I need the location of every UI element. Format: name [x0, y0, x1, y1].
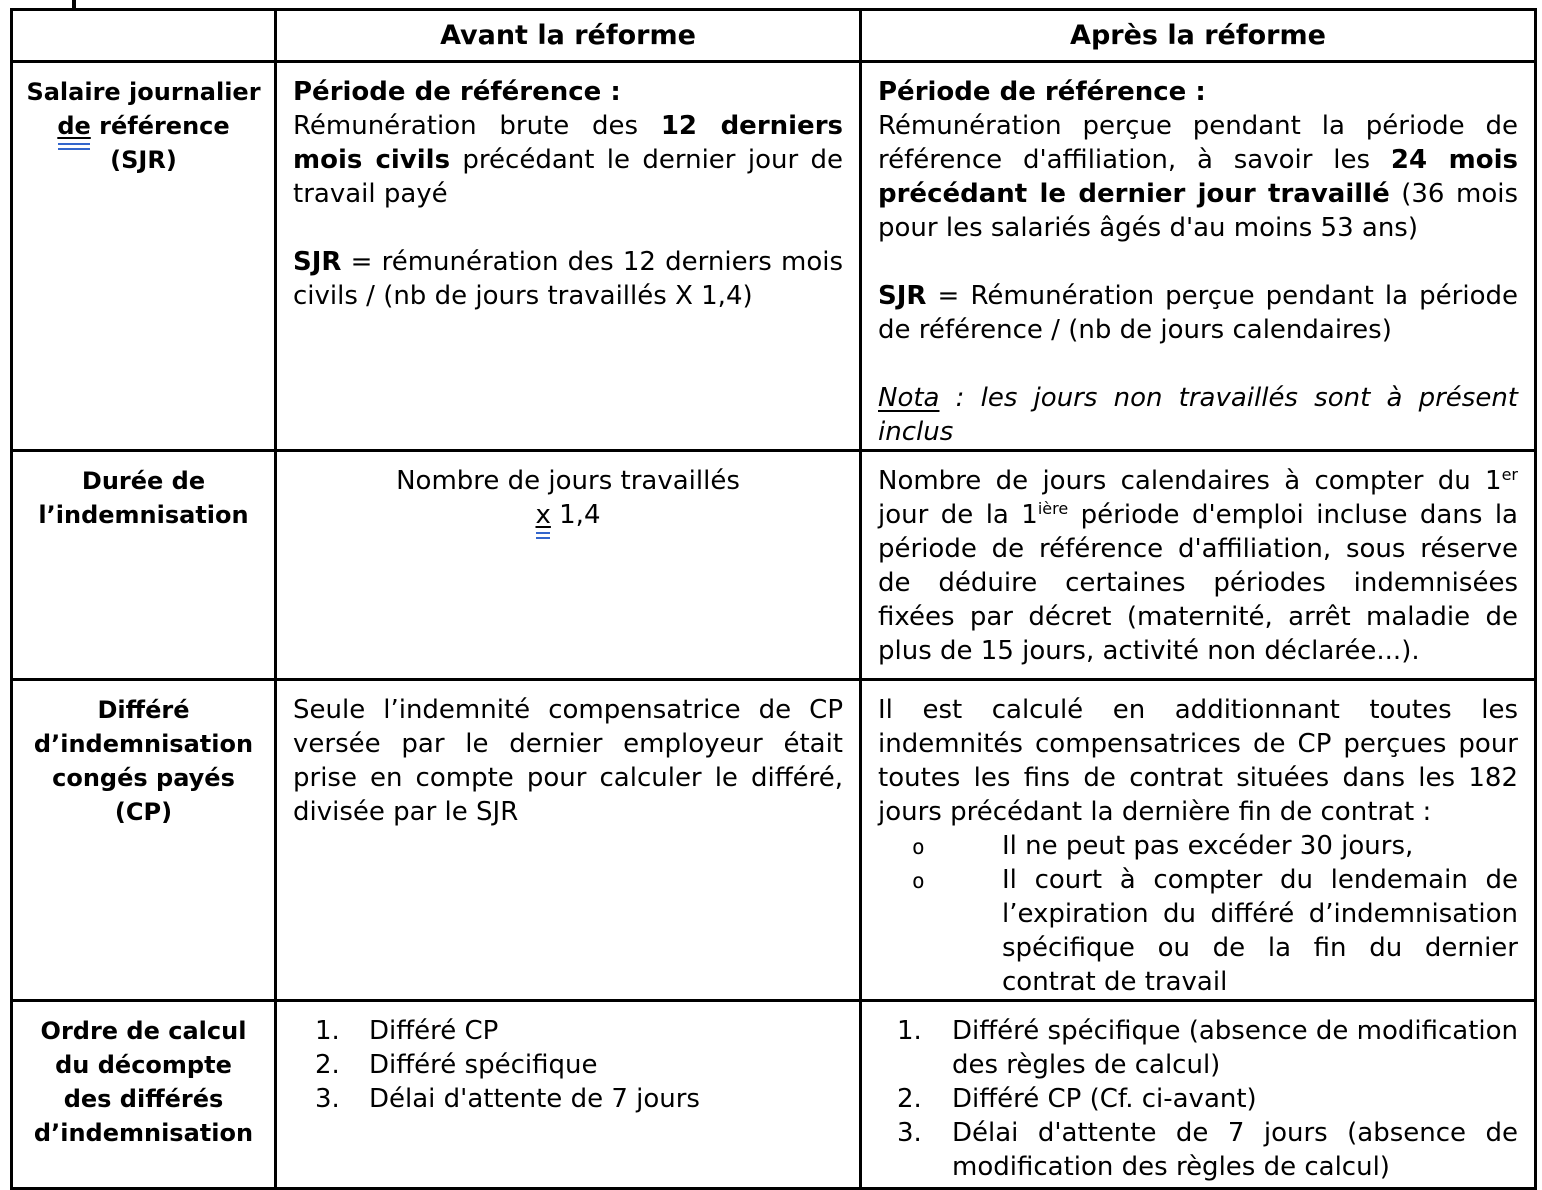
row-ordre-apres-cell [861, 1001, 1536, 1189]
nota-label: Nota [878, 383, 940, 413]
bold-run: SJR [293, 247, 342, 277]
row-ordre-avant-cell [276, 1001, 861, 1189]
nota-line [878, 381, 1518, 449]
text-run: jour de la 1 [878, 500, 1038, 530]
bold-run: 24 mois précédant le dernier jour travaillé [878, 145, 1518, 209]
reform-comparison-table [10, 8, 1537, 1190]
label-line: du décompte [55, 1051, 232, 1079]
row-ordre [12, 1001, 1536, 1189]
numbered-item [293, 1082, 843, 1116]
bullet-item [878, 863, 1518, 999]
text-run: référence [90, 112, 230, 140]
header-apres-label: Après la réforme [1070, 20, 1326, 51]
label-line: (SJR) [110, 146, 177, 174]
header-row [12, 10, 1536, 62]
row-sjr-apres-content [862, 63, 1534, 449]
superscript: ière [1037, 499, 1069, 518]
label-line: Ordre de calcul [40, 1017, 247, 1045]
paragraph: Il est calculé en additionnant toutes les indemnités compensatrices de CP perçues pour toutes les fins de contrat situées dans les 182 jours précédant la dernière fin de contrat : [878, 695, 1518, 827]
periode-reference-heading: Période de référence : [878, 77, 1206, 107]
row-ordre-label-cell [12, 1001, 276, 1189]
list-number: 1. [897, 1016, 922, 1046]
text-run: = Rémunération perçue pendant la période de référence / (nb de jours calendaires) [878, 281, 1518, 345]
row-duree-label [13, 452, 274, 532]
header-avant-label: Avant la réforme [440, 20, 696, 51]
row-duree-avant-content [277, 452, 859, 678]
numbered-item [878, 1116, 1518, 1184]
list-number: 1. [315, 1016, 340, 1046]
row-duree-label-cell [12, 451, 276, 680]
row-differe-cp-apres-cell [861, 680, 1536, 1001]
row-duree [12, 451, 1536, 680]
periode-reference-heading: Période de référence : [293, 77, 621, 107]
row-differe-cp-avant-cell [276, 680, 861, 1001]
text-run: Différé spécifique (absence de modification des règles de calcul) [952, 1016, 1519, 1080]
row-differe-cp-label [13, 681, 274, 829]
row-ordre-label [13, 1002, 274, 1150]
text-run: Délai d'attente de 7 jours (absence de modification des règles de calcul) [952, 1118, 1518, 1182]
row-ordre-avant-content [277, 1002, 859, 1187]
sjr-formula [878, 279, 1518, 347]
text-run: Nombre de jours calendaires à compter du 1 [878, 466, 1502, 496]
row-differe-cp-label-cell [12, 680, 276, 1001]
text-run: Il court à compter du lendemain de l’expiration du différé d’indemnisation spécifique ou de la fin du dernier contrat de travail [1002, 865, 1518, 997]
centered-line [293, 498, 843, 532]
numbered-item [293, 1014, 843, 1048]
list-number: 2. [897, 1084, 922, 1114]
sjr-formula [293, 245, 843, 313]
text-run: 1,4 [550, 500, 601, 530]
row-sjr-label-cell [12, 62, 276, 451]
row-sjr [12, 62, 1536, 451]
bullet-marker: o [912, 869, 925, 893]
label-line: (CP) [114, 798, 173, 826]
row-differe-cp-avant-content [277, 681, 859, 999]
bold-run: 12 derniers mois civils [293, 111, 843, 175]
bold-run: SJR [878, 281, 927, 311]
header-empty-cell [12, 10, 276, 62]
paragraph [878, 109, 1518, 245]
row-ordre-apres-content [862, 1002, 1534, 1184]
text-run: (36 mois pour les salariés âgés d'au moins 53 ans) [878, 179, 1519, 243]
row-sjr-apres-cell [861, 62, 1536, 451]
list-number: 3. [315, 1084, 340, 1114]
row-differe-cp-apres-content [862, 681, 1534, 999]
row-duree-apres-content [862, 452, 1534, 668]
text-run: Différé spécifique [369, 1050, 598, 1080]
numbered-item [878, 1082, 1518, 1116]
label-line: Durée de [81, 467, 206, 495]
label-line: d’indemnisation [33, 730, 254, 758]
grammar-marked-word: x [535, 500, 551, 530]
text-run: période d'emploi incluse dans la période de référence d'affiliation, sous réserve de déduire certaines périodes indemnisées fixées par décret (maternité, arrêt maladie de plus de 15 jours, activité non déclarée...). [878, 500, 1518, 666]
text-run: = rémunération des 12 derniers mois civils / (nb de jours travaillés X 1,4) [293, 247, 843, 311]
bullet-item [878, 829, 1518, 863]
label-line: Différé [97, 696, 190, 724]
text-run: Délai d'attente de 7 jours [369, 1084, 700, 1114]
label-line: Salaire journalier [26, 78, 261, 106]
centered-line: Nombre de jours travaillés [396, 466, 740, 496]
label-line [17, 109, 270, 143]
text-run: Différé CP (Cf. ci-avant) [952, 1084, 1257, 1114]
row-sjr-avant-cell [276, 62, 861, 451]
label-line: congés payés [52, 764, 235, 792]
text-run: Il ne peut pas excéder 30 jours, [1002, 831, 1414, 861]
row-sjr-label [13, 63, 274, 177]
list-number: 2. [315, 1050, 340, 1080]
label-line: d’indemnisation [33, 1119, 254, 1147]
grammar-marked-word: de [57, 109, 90, 143]
header-cell-avant [276, 10, 861, 62]
row-differe-cp [12, 680, 1536, 1001]
numbered-item [293, 1048, 843, 1082]
header-cell-apres [861, 10, 1536, 62]
paragraph [293, 109, 843, 211]
row-sjr-avant-content [277, 63, 859, 418]
bullet-marker: o [912, 835, 925, 859]
row-duree-avant-cell [276, 451, 861, 680]
list-number: 3. [897, 1118, 922, 1148]
text-run: précédant le dernier jour de travail payé [293, 145, 843, 209]
numbered-item [878, 1014, 1518, 1082]
row-duree-apres-cell [861, 451, 1536, 680]
superscript: er [1501, 465, 1518, 484]
label-line: des différés [63, 1085, 224, 1113]
paragraph: Seule l’indemnité compensatrice de CP versée par le dernier employeur était prise en compte pour calculer le différé, divisée par le SJR [293, 695, 843, 827]
text-run: Rémunération brute des [293, 111, 661, 141]
text-run: Différé CP [369, 1016, 499, 1046]
text-run: Rémunération perçue pendant la période de référence d'affiliation, à savoir les [878, 111, 1518, 175]
paragraph [878, 464, 1518, 668]
text-run: : les jours non travaillés sont à présent inclus [878, 383, 1518, 447]
label-line: l’indemnisation [38, 501, 249, 529]
